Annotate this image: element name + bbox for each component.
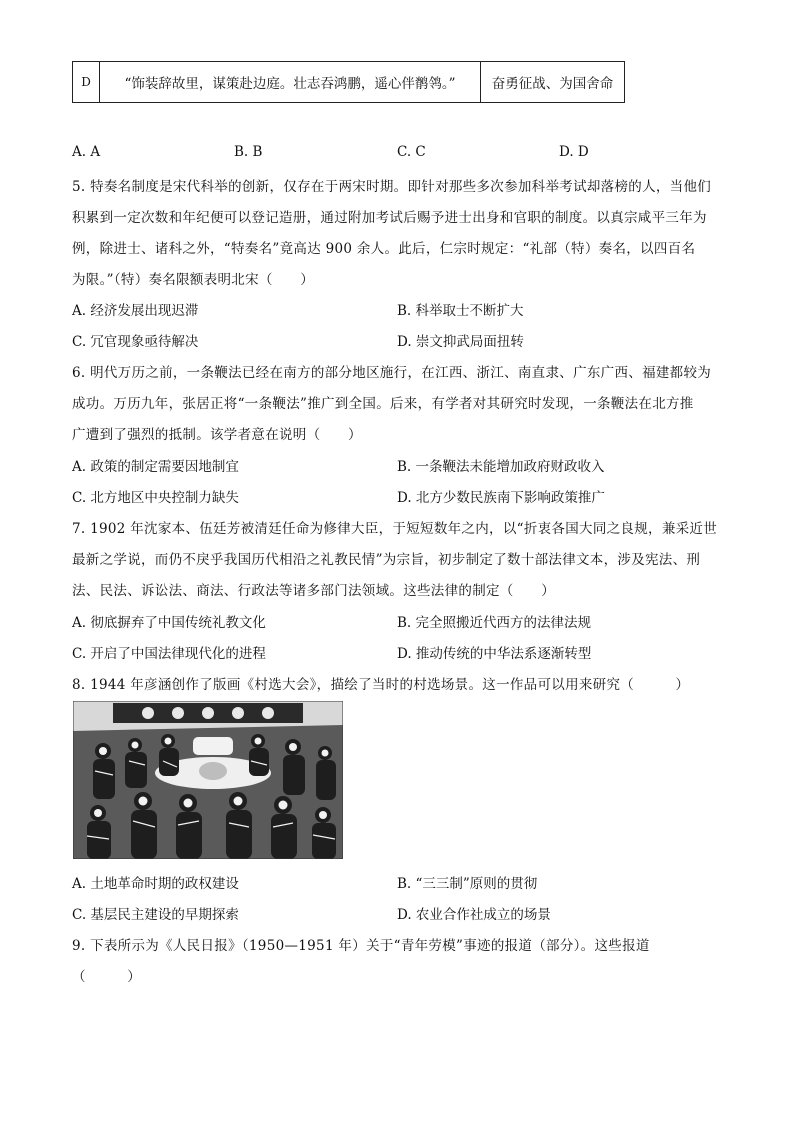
table-row <box>73 62 625 103</box>
q5-stem-line: 积累到一定次数和年纪便可以登记造册，通过附加考试后赐予进士出身和官职的制度。以真宗咸平三年为 <box>72 210 707 226</box>
q5-stem-line: 5. 特奏名制度是宋代科举的创新，仅存在于两宋时期。即针对那些多次参加科举考试却落榜的人，当他们 <box>72 179 712 195</box>
q7-stem-line: 7. 1902 年沈家本、伍廷芳被清廷任命为修律大臣，于短短数年之内，以“折衷各国大同之良规，兼采近世 <box>72 521 718 537</box>
q4-option-d[interactable]: D. D <box>559 144 589 160</box>
q4-option-b[interactable]: B. B <box>234 144 263 160</box>
q5-option-c[interactable]: C. 冗官现象亟待解决 <box>72 334 199 350</box>
q4-option-a[interactable]: A. A <box>72 144 101 160</box>
quote-table <box>72 61 625 103</box>
q6-option-a[interactable]: A. 政策的制定需要因地制宜 <box>72 459 239 475</box>
q4-option-c[interactable]: C. C <box>397 144 426 160</box>
q6-stem-line: 成功。万历九年，张居正将“一条鞭法”推广到全国。后来，有学者对其研究时发现，一条鞭法在北方推 <box>72 396 694 412</box>
table-row-meaning: 奋勇征战、为国舍命 <box>481 62 625 103</box>
q7-option-c[interactable]: C. 开启了中国法律现代化的进程 <box>72 646 266 662</box>
q6-stem-line: 广遭到了强烈的抵制。该学者意在说明（ ） <box>72 427 362 443</box>
q6-option-c[interactable]: C. 北方地区中央控制力缺失 <box>72 490 239 506</box>
table-row-label: D <box>73 62 100 103</box>
q7-option-d[interactable]: D. 推动传统的中华法系逐渐转型 <box>397 646 592 662</box>
q9-stem-line: （ ） <box>72 969 141 985</box>
table-row-quote: “饰装辞故里，谋策赴边庭。壮志吞鸿鹏，遥心伴鹡鸰。” <box>100 62 481 103</box>
q8-option-b[interactable]: B. “三三制”原则的贯彻 <box>397 876 538 892</box>
q7-option-a[interactable]: A. 彻底摒弃了中国传统礼教文化 <box>72 615 266 631</box>
woodcut-image <box>73 701 343 859</box>
q5-stem-line: 例，除进士、诸科之外，“特奏名”竟高达 900 余人。此后，仁宗时规定：“礼部（特）奏名，以四百名 <box>72 241 696 257</box>
q5-stem-line: 为限。”（特）奏名限额表明北宋（ ） <box>72 272 315 288</box>
q5-option-d[interactable]: D. 崇文抑武局面扭转 <box>397 334 524 350</box>
q6-option-d[interactable]: D. 北方少数民族南下影响政策推广 <box>397 490 605 506</box>
q7-option-b[interactable]: B. 完全照搬近代西方的法律法规 <box>397 615 592 631</box>
q8-option-d[interactable]: D. 农业合作社成立的场景 <box>397 907 551 923</box>
q5-option-b[interactable]: B. 科举取士不断扩大 <box>397 303 524 319</box>
q8-option-c[interactable]: C. 基层民主建设的早期探索 <box>72 907 239 923</box>
q5-option-a[interactable]: A. 经济发展出现迟滞 <box>72 303 199 319</box>
q9-stem-line: 9. 下表所示为《人民日报》（1950—1951 年）关于“青年劳模”事迹的报道（部分）。这些报道 <box>72 938 650 954</box>
q8-stem-line: 8. 1944 年彦涵创作了版画《村选大会》，描绘了当时的村选场景。这一作品可以用来研究（ ） <box>72 677 690 693</box>
q7-stem-line: 法、民法、诉讼法、商法、行政法等诸多部门法领域。这些法律的制定（ ） <box>72 583 555 599</box>
q6-stem-line: 6. 明代万历之前，一条鞭法已经在南方的部分地区施行，在江西、浙江、南直隶、广东广西、福建都较为 <box>72 365 712 381</box>
q7-stem-line: 最新之学说，而仍不戾乎我国历代相沿之礼教民情”为宗旨，初步制定了数十部法律文本，涉及宪法、刑 <box>72 552 701 568</box>
q8-option-a[interactable]: A. 土地革命时期的政权建设 <box>72 876 239 892</box>
q6-option-b[interactable]: B. 一条鞭法未能增加政府财政收入 <box>397 459 605 475</box>
